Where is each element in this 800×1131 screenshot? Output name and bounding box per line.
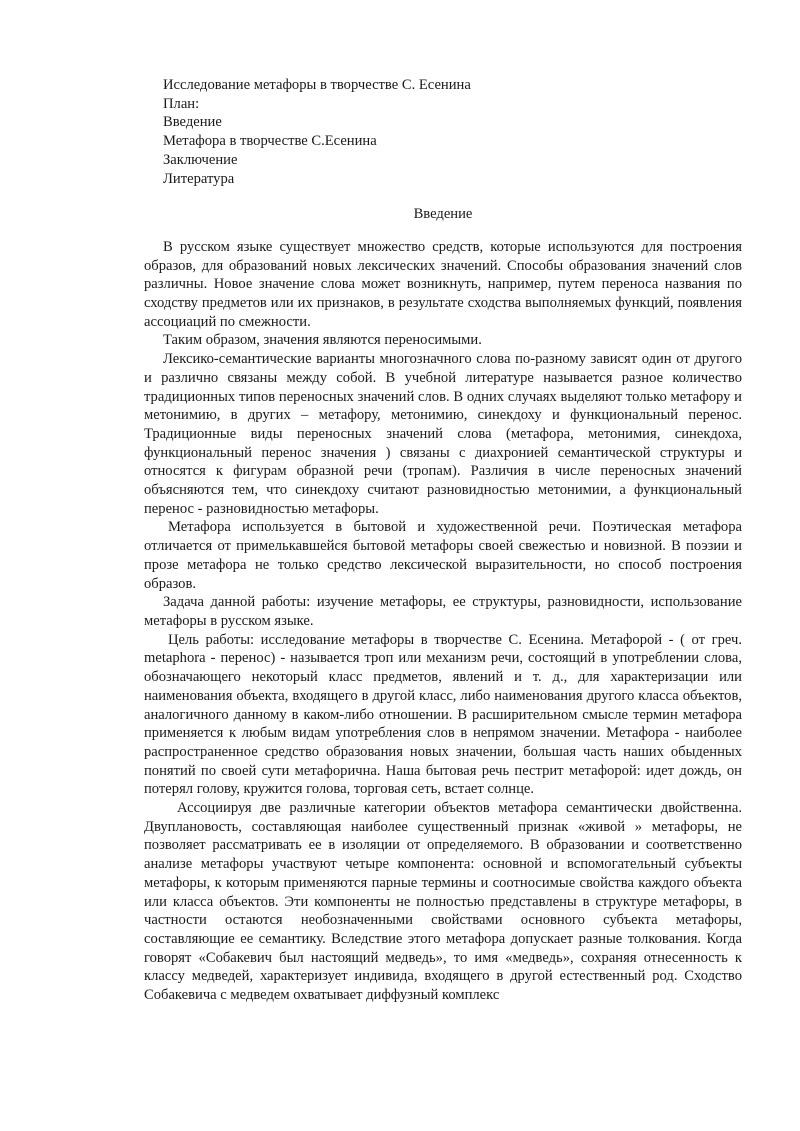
plan-item-conclusion: Заключение xyxy=(163,151,238,168)
paragraph-6: Цель работы: исследование метафоры в творчестве С. Есенина. Метафорой - ( от греч. metaphora - перенос) - называется троп или механизм речи, состоящий в употреблении слова, обозначающего некоторый класс предметов, явлений и т. д., для характеризации или наименования объекта, входящего в другой класс, либо наименования другого класса объектов, аналогичного данному в каком-либо отношении. В расширительном смысле термин метафора применяется к любым видам употребления слов в непрямом значении. Метафора - наиболее распространенное средство образования новых значении, большая часть наших обыденных понятий по своей сути метафорична. Наша бытовая речь пестрит метафорой: идет дождь, он потерял голову, кружится голова, торговая сеть, встает солнце. xyxy=(144,631,742,798)
section-title: Введение xyxy=(413,206,473,223)
paragraph-1: В русском языке существует множество средств, которые используются для построения образов, для образований новых лексических значений. Способы образования значений слов различны. Новое значение слова может возникнуть, например, путем переноса названия по сходству предметов или их признаков, в результате сходства выполняемых функций, появления ассоциаций по смежности. xyxy=(144,238,742,330)
plan-label: План: xyxy=(163,95,200,112)
paragraph-5: Задача данной работы: изучение метафоры, ее структуры, разновидности, использование метафоры в русском языке. xyxy=(144,594,742,629)
document-title: Исследование метафоры в творчестве С. Есенина xyxy=(163,77,471,93)
plan-item-metaphor: Метафора в творчестве С.Есенина xyxy=(163,133,377,150)
plan-item-introduction: Введение xyxy=(163,114,222,131)
paragraph-2: Таким образом, значения являются переносимыми. xyxy=(163,332,482,349)
plan-item-literature: Литература xyxy=(163,170,235,187)
paragraph-4: Метафора используется в бытовой и художественной речи. Поэтическая метафора отличается от примелькавшейся бытовой метафоры своей свежестью и новизной. В поэзии и прозе метафора не только средство лексической выразительности, но способ построения образов. xyxy=(144,519,742,592)
title-block xyxy=(144,76,742,188)
paragraph-7: Ассоциируя две различные категории объектов метафора семантически двойственна. Двуплановость, составляющая наиболее существенный признак «живой » метафоры, не позволяет рассматривать ее в изоляции от определяемого. В образовании и соответственно анализе метафоры участвуют четыре компонента: основной и вспомогательный субъекты метафоры, к которым применяются парные термины и соотносимые свойства каждого объекта или класса объектов. Эти компоненты не полностью представлены в структуре метафоры, в частности остаются необозначенными свойствами основного субъекта метафоры, составляющие ее семантику. Вследствие этого метафора допускает разные толкования. Когда говорят «Собакевич был настоящий медведь», то имя «медведь», сохраняя отнесенность к классу медведей, характеризует индивида, входящего в другой естественный род. Сходство Собакевича с медведем охватывает диффузный комплекс xyxy=(144,800,742,1004)
paragraph-3: Лексико-семантические варианты многозначного слова по-разному зависят один от другого и различно связаны между собой. В учебной литературе называется разное количество традиционных типов переносных значений слов. В одних случаях выделяют только метафору и метонимию, в других – метафору, метонимию, синекдоху и функциональный перенос. Традиционные виды переносных значений слова (метафора, метонимия, синекдоха, функциональный перенос значения ) связаны с диахронией семантической структуры и относятся к фигурам образной речи (тропам). Различия в числе переносных значений объясняются тем, что синекдоху считают разновидностью метонимии, а функциональный перенос - разновидностью метафоры. xyxy=(144,351,742,517)
document-page xyxy=(144,76,742,1005)
